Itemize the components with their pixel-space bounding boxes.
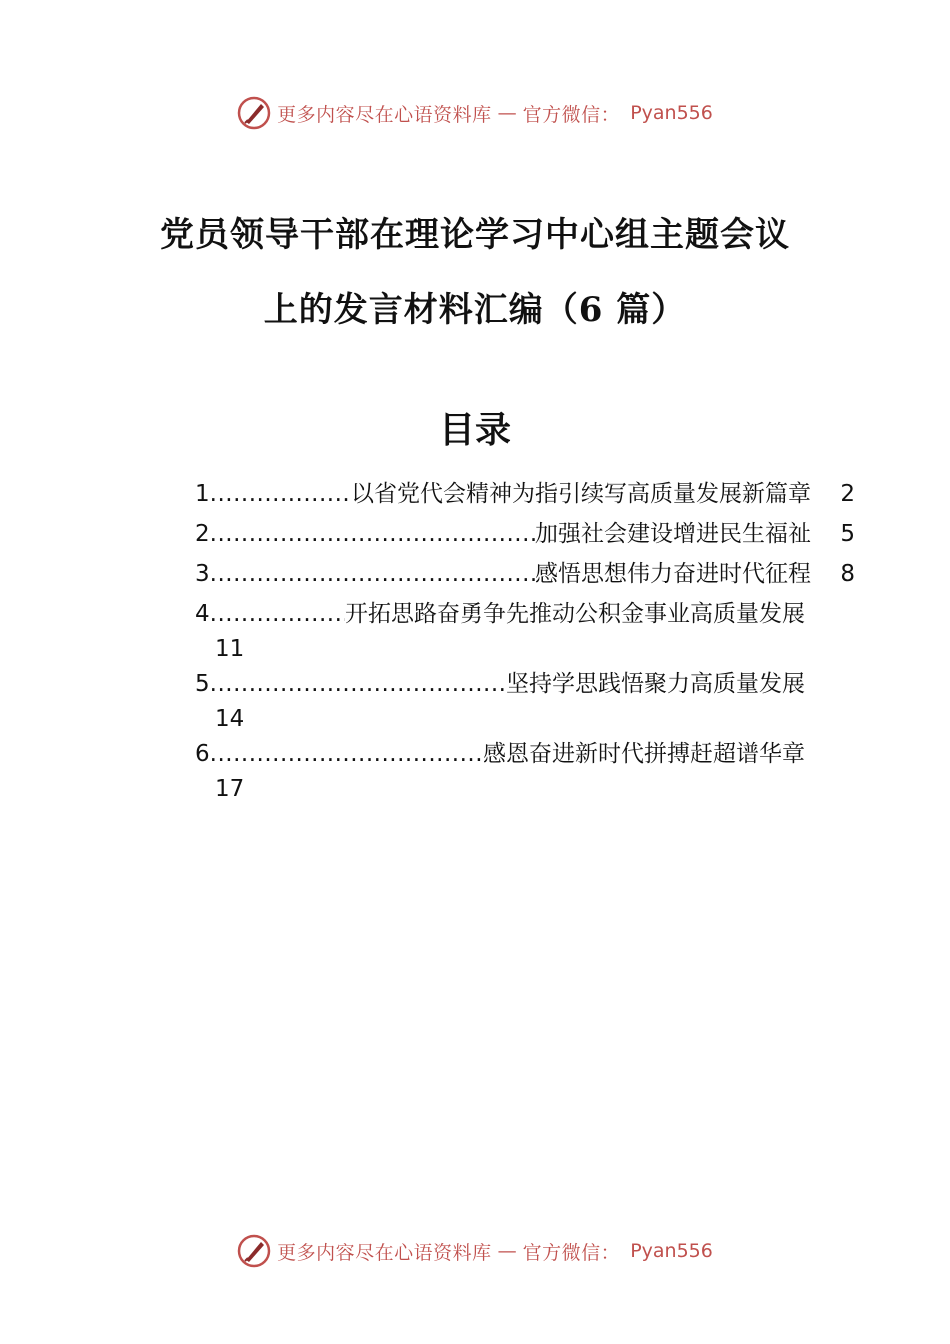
toc-entry-number: 2 — [195, 521, 210, 547]
toc-leader-dots — [210, 594, 345, 634]
watermark-label: 官方微信： — [522, 1241, 621, 1264]
toc-entry-number: 6 — [195, 741, 210, 767]
toc-entry-number: 3 — [195, 561, 210, 587]
toc-leader-dots — [210, 474, 351, 514]
toc-entry-title: 开拓思路奋勇争先推动公积金事业高质量发展 — [345, 601, 805, 627]
toc-entry-title: 感恩奋进新时代拼搏赶超谱华章 — [483, 741, 805, 767]
watermark-text: 更多内容尽在心语资料库 — [277, 103, 492, 126]
toc-entry-title: 坚持学思践悟聚力高质量发展 — [506, 671, 805, 697]
document-title-line-2: 上的发言材料汇编（6 篇） — [263, 290, 687, 330]
toc-entry-page: 5 — [840, 521, 855, 547]
toc-entry-number: 4 — [195, 601, 210, 627]
toc-entry-number: 1 — [195, 481, 210, 507]
toc-heading: 目录 — [438, 409, 511, 451]
watermark-text: 更多内容尽在心语资料库 — [277, 1241, 492, 1264]
toc-entry-title: 以省党代会精神为指引续写高质量发展新篇章 — [351, 481, 811, 507]
table-of-contents — [195, 474, 855, 804]
toc-entry[interactable] — [195, 594, 805, 634]
toc-leader-dots — [210, 554, 535, 594]
toc-entry-title: 加强社会建设增进民生福祉 — [535, 521, 811, 547]
watermark-separator: — — [497, 1240, 517, 1262]
toc-entry-number: 5 — [195, 671, 210, 697]
watermark-label: 官方微信： — [522, 103, 621, 126]
toc-leader-dots — [210, 664, 506, 704]
toc-entry-page: 17 — [215, 776, 245, 802]
watermark-account: Pyan556 — [630, 1240, 713, 1262]
watermark-separator: — — [497, 102, 517, 124]
header-watermark — [0, 96, 950, 130]
toc-entry-page: 11 — [215, 636, 245, 662]
toc-entry[interactable] — [195, 554, 855, 594]
toc-entry[interactable] — [195, 474, 855, 514]
toc-entry[interactable] — [195, 514, 855, 554]
toc-entry-page: 8 — [840, 561, 855, 587]
toc-leader-dots — [210, 514, 535, 554]
document-title-line-1: 党员领导干部在理论学习中心组主题会议 — [160, 215, 790, 255]
toc-entry-page: 14 — [215, 706, 245, 732]
toc-entry-title: 感悟思想伟力奋进时代征程 — [535, 561, 811, 587]
toc-entry[interactable] — [195, 664, 805, 704]
watermark-account: Pyan556 — [630, 102, 713, 124]
quill-logo-icon — [237, 96, 271, 130]
toc-entry-page: 2 — [840, 481, 855, 507]
footer-watermark — [0, 1234, 950, 1268]
toc-entry[interactable] — [195, 734, 805, 774]
toc-leader-dots — [210, 734, 483, 774]
quill-logo-icon — [237, 1234, 271, 1268]
